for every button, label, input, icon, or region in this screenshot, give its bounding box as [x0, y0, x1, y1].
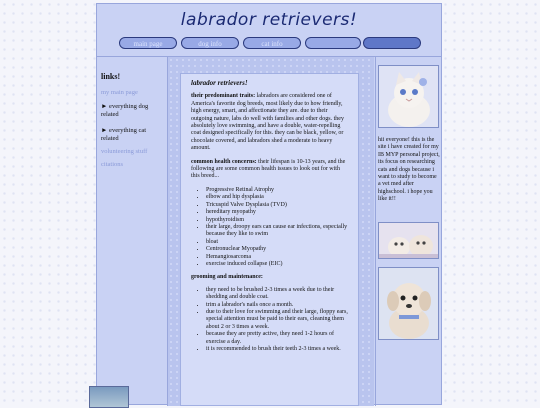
list-item: • hypothyroidism [206, 217, 349, 224]
list-item: • because they are pretty active, they need 1-2 hours of exercise a day. [206, 331, 349, 346]
list-item: • Tricuspid Valve Dysplasia (TVD) [206, 202, 349, 209]
intro-text: hii everyone! this is the site i have created for my IB MYP personal project, its focus on researching cats and dogs because i want to study to become a vet med after highschool. i hope you like it!! [378, 137, 440, 203]
health-paragraph [191, 159, 349, 181]
list-item: • trim a labrador's nails once a month. [206, 302, 349, 309]
kitten-photo-image [379, 223, 439, 259]
sidebar [97, 57, 168, 406]
grooming-label: grooming and maintenance: [191, 274, 263, 281]
list-item: • Progressive Retinal Atrophy [206, 187, 349, 194]
cat-photo-image [379, 66, 439, 128]
puppy-photo-image [379, 268, 439, 340]
nav-button-main-page[interactable]: main page [119, 37, 177, 49]
list-item: • Hemangiosarcoma [206, 254, 349, 261]
list-item: • Centronuclear Myopathy [206, 246, 349, 253]
sidebar-link-citations[interactable]: citations [101, 161, 124, 168]
kitten-photo [378, 222, 439, 259]
cat-photo [378, 65, 439, 128]
health-text: their lifespan is 10-13 years, and the following are some common health issues to look out for with this breed... [191, 158, 346, 180]
main-column [168, 57, 374, 406]
article [191, 80, 349, 359]
nav-button-4[interactable] [305, 37, 361, 49]
sidebar-link-cat-related[interactable]: ► everything cat related [101, 127, 147, 142]
article-title: labrador retrievers! [191, 79, 248, 87]
sidebar-link-dog-related[interactable]: ► everything dog related [101, 103, 149, 118]
sidebar-link-main-page[interactable]: my main page [101, 89, 138, 96]
traits-paragraph [191, 93, 349, 152]
content-box[interactable] [180, 73, 359, 406]
header [97, 4, 441, 57]
nav-button-5[interactable] [363, 37, 421, 49]
list-item: • they need to be brushed 2-3 times a week due to their shedding and double coat. [206, 287, 349, 302]
list-item: • due to their love for swimming and their large, floppy ears, special attention must be paid to their ears, cleaning them about 2 or 3 times a week. [206, 309, 349, 331]
nav-button-cat-info[interactable]: cat info [243, 37, 301, 49]
list-item: • exercise induced collapse (EIC) [206, 261, 349, 268]
sidebar-heading: links! [101, 72, 121, 81]
nav-button-dog-info[interactable]: dog info [181, 37, 239, 49]
sidebar-link-volunteering[interactable]: volunteering stuff [101, 148, 148, 155]
grooming-list [191, 287, 349, 354]
traits-text: labradors are considered one of America's favorite dog breeds, most likely due to how friendly, high energy, smart, and affectionate they are. due to their outgoing nature, labs do well with families and other dogs. they absolutely love swimming, and have a double, water-repelling coat designed specifically for this. they can be black, yellow, or chocolate covered, and labradors shed a moderate to heavy amount. [191, 93, 344, 152]
health-label: common health concerns: [191, 158, 257, 165]
list-item: • their large, droopy ears can cause ear infections, especially because they like to swim [206, 224, 349, 239]
puppy-photo [378, 267, 439, 340]
list-item: • bloat [206, 239, 349, 246]
list-item: • elbow and hip dysplasia [206, 194, 349, 201]
page-frame [96, 3, 442, 405]
traits-label: their predominant traits: [191, 93, 256, 100]
right-column [375, 57, 442, 406]
health-list [191, 187, 349, 268]
list-item: • it is recommended to brush their teeth 2-3 times a week. [206, 346, 349, 353]
site-title: labrador retrievers! [180, 10, 358, 30]
grooming-heading [191, 274, 349, 281]
list-item: • hereditary myopathy [206, 209, 349, 216]
